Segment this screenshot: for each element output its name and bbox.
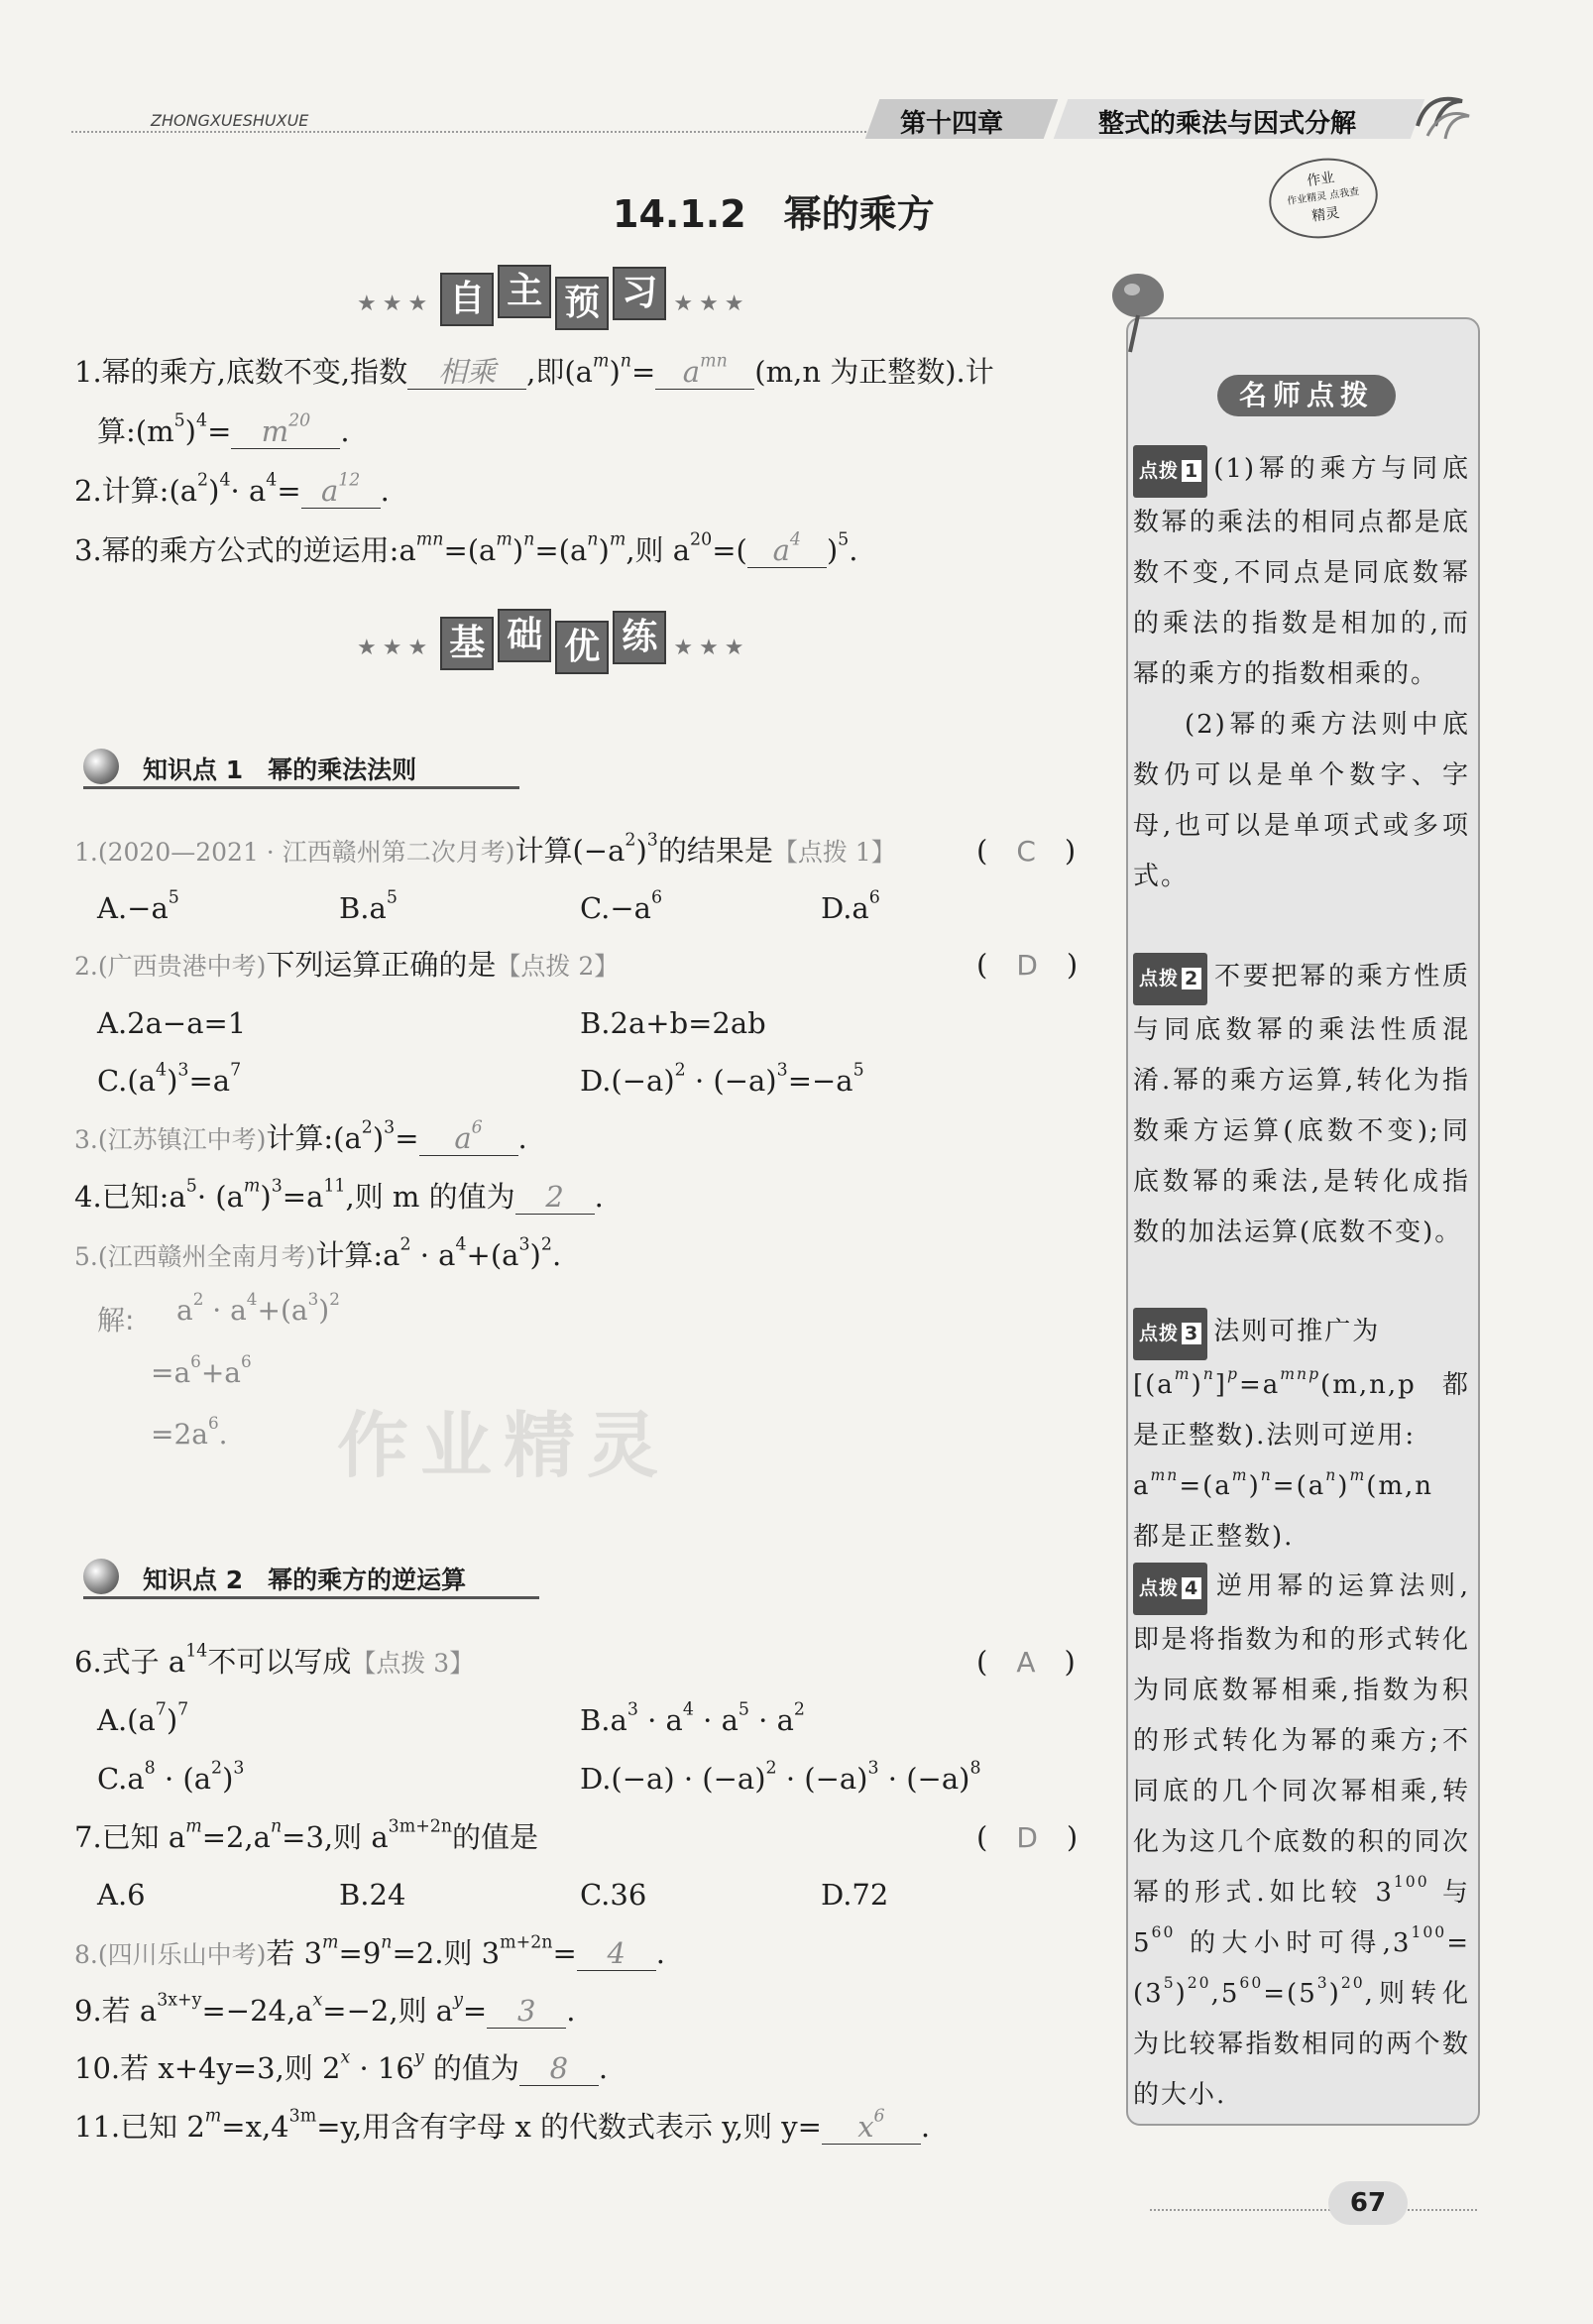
- section-char: 主: [498, 265, 551, 318]
- footer-line: [1150, 2209, 1477, 2211]
- kp1-q3: 3.(江苏镇江中考)计算$:(a^2)^3= a^6$ .: [74, 1117, 527, 1155]
- kp2-q7-answer: ( D ): [976, 1820, 1079, 1854]
- tip2: 点拨 2 不要把幂的乘方性质与同底数幂的乘法性质混淆.幂的乘方运算,转化为指数乘方运算(底数不变);同底数幂的乘法,是转化成指数的加法运算(底数不变)。: [1133, 952, 1470, 1258]
- kp2-q7-optD: D.72: [821, 1878, 889, 1912]
- kp2-q6-optA: $A.(a^7)^7$: [97, 1699, 189, 1737]
- preview-q1-line1: 1.幂的乘方,底数不变,指数 相乘 ,即$(a^m)^n= a^{mn}$ (m,n 为正整数).计: [74, 351, 994, 389]
- section-char: 基: [440, 617, 494, 670]
- kp1-q2-optC: $C.(a^4)^3=a^7$: [97, 1060, 242, 1098]
- preview-q3: 3.幂的乘方公式的逆运用$:a^{mn}=(a^m)^n=(a^n)^m$,则 $a^{20}=$( $a^4$ )$^5$.: [74, 529, 858, 567]
- stars-decoration-left: ★★★: [357, 636, 434, 660]
- section-char: 练: [613, 611, 666, 664]
- kp1-q2-optA: A.2a−a=1: [97, 1006, 247, 1040]
- kp2-q7-optB: B.24: [339, 1878, 406, 1912]
- tip-tag: 点拨 3: [1133, 1308, 1207, 1360]
- swirl-icon: [1408, 81, 1477, 151]
- solution-line3: $=2a^6$.: [151, 1412, 228, 1451]
- preview-q1-line2: 算$:(m^5)^4= m^{20}$ .: [97, 410, 350, 448]
- kp1-q2-optB: B.2a+b=2ab: [580, 1006, 766, 1040]
- kp2-q7: 7.已知 $a^m=2,a^n=3$,则 $a^{3m+2n}$的值是: [74, 1816, 539, 1854]
- kp2-q6-answer: ( A ): [976, 1645, 1076, 1679]
- stars-decoration-right: ★★★: [673, 636, 750, 660]
- page-number: 67: [1328, 2181, 1408, 2225]
- kp1-q2-optD: $D.(-a)^2 \cdot (-a)^3=-a^5$: [580, 1060, 864, 1098]
- kp1-label: 知识点 1 幂的乘法法则: [143, 755, 417, 784]
- kp2-q11: 11.已知 $2^m=x,4^{3m}=y$,用含有字母 x 的代数式表示 y,则 $y= x^6$ .: [74, 2106, 931, 2144]
- kp2-q6-optC: $C.a^8 \cdot (a^2)^3$: [97, 1758, 245, 1796]
- kp2-q6: 6.式子 $a^{14}$不可以写成【点拨 3】: [74, 1641, 475, 1679]
- section-char: 自: [440, 273, 494, 326]
- section-char: 预: [555, 277, 609, 330]
- section-banner-practice: [357, 617, 750, 670]
- kp1-bar: [83, 749, 519, 789]
- kp2-q6-optD: $D.(-a) \cdot (-a)^2 \cdot (-a)^3 \cdot (-a)^8$: [580, 1758, 981, 1796]
- kp2-q6-optB: $B.a^3 \cdot a^4 \cdot a^5 \cdot a^2$: [580, 1699, 805, 1737]
- tip-tag: 点拨 4: [1133, 1563, 1207, 1615]
- section-char: 础: [498, 609, 551, 662]
- stars-decoration-left: ★★★: [357, 291, 434, 316]
- kp1-q1-answer: ( C ): [976, 834, 1077, 868]
- kp1-q1: 1.(2020—2021 · 江西赣州第二次月考)计算$(-a^2)^3$的结果是【点拨 1】: [74, 830, 896, 868]
- kp2-bar: [83, 1559, 539, 1599]
- kp2-q9: 9.若 $a^{3x+y}=-24,a^x=-2$,则 $a^y= 3$ .: [74, 1990, 576, 2028]
- tip3: 点拨 3 法则可推广为 $[(a^m)^n]^p=a^{mnp}(m,n,p$ 都是正整数).法则可逆用: $a^{mn}=(a^m)^n=(a^n)^m(m,n$ 都是正整数).: [1133, 1307, 1470, 1563]
- kp1-q2-answer: ( D ): [976, 948, 1079, 982]
- sidebar-title: 名师点拨: [1217, 375, 1396, 416]
- kp1-q2: 2.(广西贵港中考)下列运算正确的是【点拨 2】: [74, 948, 620, 982]
- chapter-label: 第十四章: [900, 109, 1004, 139]
- page-title: 14.1.2 幂的乘方: [613, 192, 935, 236]
- kp1-q1-optA: $A.-a^5$: [97, 887, 179, 925]
- watermark: 作业精灵: [337, 1404, 671, 1487]
- tip1: 点拨 1 (1)幂的乘方与同底数幂的乘法的相同点都是底数不变,不同点是同底数幂的乘法的指数是相加的,而幂的乘方的指数相乘的。 (2)幂的乘方法则中底数仍可以是单个数字、字母,也可以是单项式或多项式。: [1133, 444, 1470, 902]
- pushpin-icon: [1098, 268, 1178, 357]
- kp1-q1-optB: $B.a^5$: [339, 887, 398, 925]
- kp2-q7-optA: A.6: [97, 1878, 146, 1912]
- stamp-logo: 作业 作业精灵 点我查 精灵: [1264, 152, 1383, 246]
- tip-tag: 点拨 1: [1133, 445, 1207, 498]
- solution-label: 解:: [97, 1304, 135, 1336]
- kp1-q1-optD: $D.a^6$: [821, 887, 880, 925]
- section-banner-preview: [357, 273, 750, 326]
- solution-line1: $a^2 \cdot a^4+(a^3)^2$: [176, 1288, 340, 1327]
- header-brand: ZHONGXUESHUXUE: [151, 111, 309, 130]
- kp1-q5: 5.(江西赣州全南月考)计算$:a^2 \cdot a^4+(a^3)^2$.: [74, 1234, 562, 1272]
- kp2-q7-optC: C.36: [580, 1878, 647, 1912]
- kp2-label: 知识点 2 幂的乘方的逆运算: [143, 1566, 467, 1594]
- kp2-q10: 10.若 x+4y=3,则 $2^x \cdot 16^y$ 的值为 8 .: [74, 2047, 609, 2085]
- kp1-q1-optC: $C.-a^6$: [580, 887, 663, 925]
- chapter-title: 整式的乘法与因式分解: [1098, 109, 1357, 139]
- section-char: 习: [613, 267, 666, 320]
- kp2-q8: 8.(四川乐山中考)若 $3^m=9^n=2$.则 $3^{m+2n}= 4$ .: [74, 1932, 665, 1970]
- solution-line2: $=a^6+a^6$: [151, 1350, 252, 1389]
- orb-icon: [83, 749, 119, 784]
- tip-tag: 点拨 2: [1133, 953, 1207, 1005]
- tip4: 点拨 4 逆用幂的运算法则,即是将指数为和的形式转化为同底数幂相乘,指数为积的形式转化为幂的乘方;不同底的几个同次幂相乘,转化为这几个底数的积的同次幂的形式.如比较 $3^{100}$ 与 $5^{60}$ 的大小时可得$,3^{100}=(3^5)^{20},5^{60}=(5^3)^{20}$,则转化为比较幂指数相同的两个数的大小.: [1133, 1562, 1470, 2121]
- stars-decoration-right: ★★★: [673, 291, 750, 316]
- orb-icon: [83, 1559, 119, 1594]
- kp1-q4: 4.已知$:a^5\cdot (a^m)^3=a^{11}$,则 m 的值为 2 .: [74, 1176, 604, 1214]
- section-char: 优: [555, 621, 609, 674]
- preview-q2: 2.计算$:(a^2)^4\cdot a^4= a^{12}$ .: [74, 470, 390, 508]
